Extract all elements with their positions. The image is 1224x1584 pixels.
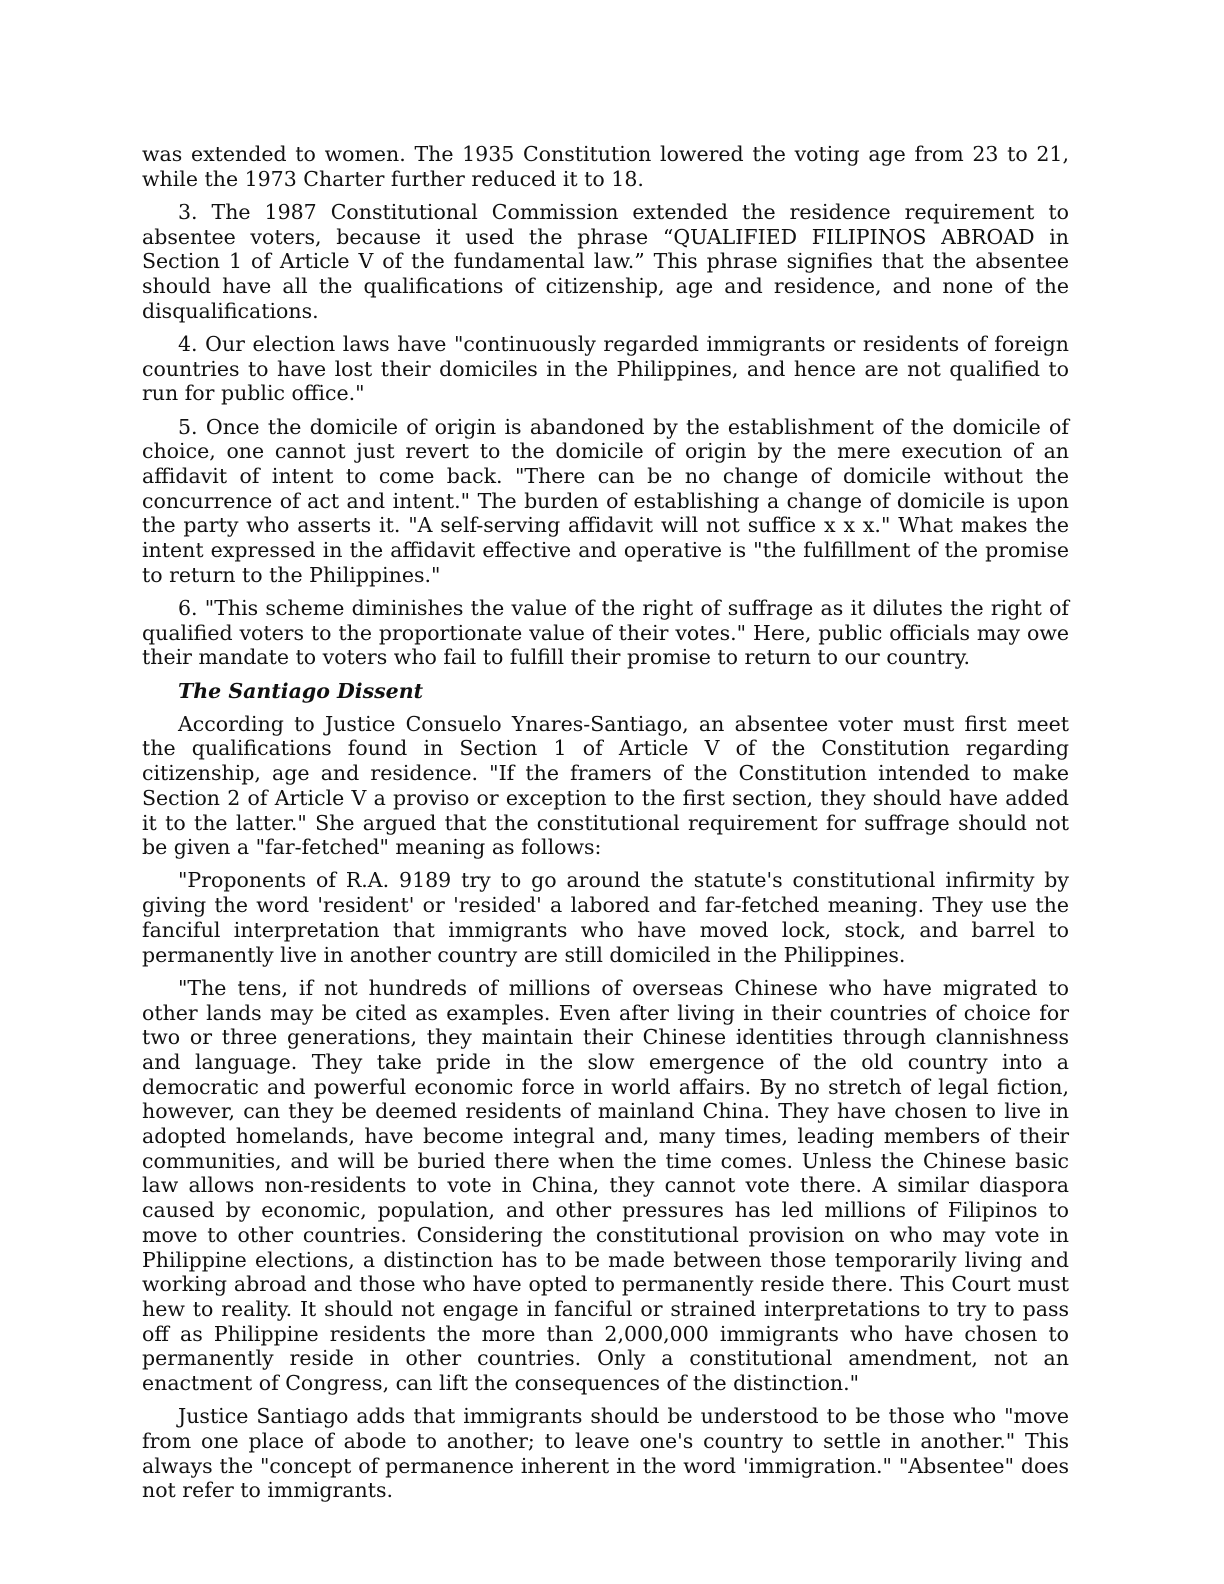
- numbered-paragraph-3: 3. The 1987 Constitutional Commission extended the residence requirement to absentee voters, because it used the phrase “QUALIFIED FILIPINOS ABROAD in Section 1 of Article V of the fundamental law.” This phrase signifies that the absentee should have all the qualifications of citizenship, age and residence, and none of the disqualifications.: [142, 199, 1069, 323]
- numbered-paragraph-5: 5. Once the domicile of origin is abandoned by the establishment of the domicile of choice, one cannot just revert to the domicile of origin by the mere execution of an affidavit of intent to come back. "There can be no change of domicile without the concurrence of act and intent." The burden of establishing a change of domicile is upon the party who asserts it. "A self-serving affidavit will not suffice x x x." What makes the intent expressed in the affidavit effective and operative is "the fulfillment of the promise to return to the Philippines.": [142, 414, 1069, 587]
- quoted-paragraph: "The tens, if not hundreds of millions of overseas Chinese who have migrated to other lands may be cited as examples. Even after living in their countries of choice for two or three generations, they maintain their Chinese identities through clannishness and language. They take pride in the slow emergence of the old country into a democratic and powerful economic force in world affairs. By no stretch of legal fiction, however, can they be deemed residents of mainland China. They have chosen to live in adopted homelands, have become integral and, many times, leading members of their communities, and will be buried there when the time comes. Unless the Chinese basic law allows non-residents to vote in China, they cannot vote there. A similar diaspora caused by economic, population, and other pressures has led millions of Filipinos to move to other countries. Considering the constitutional provision on who may vote in Philippine elections, a distinction has to be made between those temporarily living and working abroad and those who have opted to permanently reside there. This Court must hew to reality. It should not engage in fanciful or strained interpretations to try to pass off as Philippine residents the more than 2,000,000 immigrants who have chosen to permanently reside in other countries. Only a constitutional amendment, not an enactment of Congress, can lift the consequences of the distinction.": [142, 975, 1069, 1396]
- body-paragraph: According to Justice Consuelo Ynares-Santiago, an absentee voter must first meet the qualifications found in Section 1 of Article V of the Constitution regarding citizenship, age and residence. "If the framers of the Constitution intended to make Section 2 of Article V a proviso or exception to the first section, they should have added it to the latter." She argued that the constitutional requirement for suffrage should not be given a "far-fetched" meaning as follows:: [142, 711, 1069, 860]
- continued-paragraph: was extended to women. The 1935 Constitution lowered the voting age from 23 to 21, while the 1973 Charter further reduced it to 18.: [142, 142, 1069, 191]
- body-paragraph: Justice Santiago adds that immigrants should be understood to be those who "move from one place of abode to another; to leave one's country to settle in another." This always the "concept of permanence inherent in the word 'immigration." "Absentee" does not refer to immigrants.: [142, 1404, 1069, 1503]
- quoted-paragraph: "Proponents of R.A. 9189 try to go around the statute's constitutional infirmity by giving the word 'resident' or 'resided' a labored and far-fetched meaning. They use the fanciful interpretation that immigrants who have moved lock, stock, and barrel to permanently live in another country are still domiciled in the Philippines.: [142, 868, 1069, 967]
- numbered-paragraph-6: 6. "This scheme diminishes the value of the right of suffrage as it dilutes the right of qualified voters to the proportionate value of their votes." Here, public officials may owe their mandate to voters who fail to fulfill their promise to return to our country.: [142, 595, 1069, 670]
- numbered-paragraph-4: 4. Our election laws have "continuously regarded immigrants or residents of foreign countries to have lost their domiciles in the Philippines, and hence are not qualified to run for public office.": [142, 331, 1069, 406]
- document-page: [142, 142, 1069, 1512]
- section-heading: The Santiago Dissent: [178, 678, 424, 703]
